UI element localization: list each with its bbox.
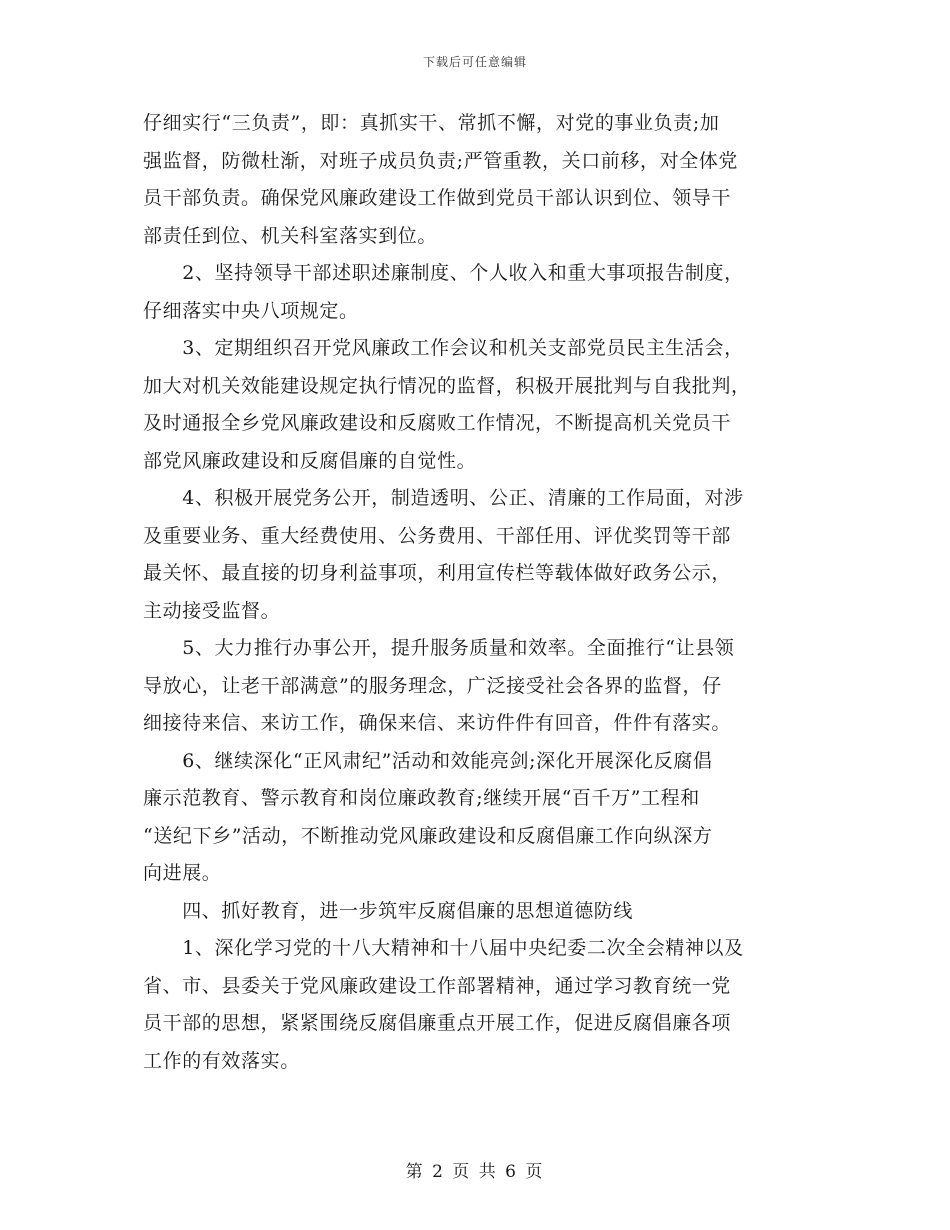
text-line: 员干部负责。确保党风廉政建设工作做到党员干部认识到位、领导干 (143, 187, 732, 209)
text-line: 4、积极开展党务公开，制造透明、公正、清廉的工作局面，对涉 (143, 487, 744, 509)
text-line: 及时通报全乡党风廉政建设和反腐败工作情况，不断提高机关党员干 (143, 412, 732, 434)
text-line: 2、坚持领导干部述职述廉制度、个人收入和重大事项报告制度， (143, 262, 744, 284)
paragraph-item-2 (143, 255, 808, 330)
text-line: 廉示范教育、警示教育和岗位廉政教育;继续开展“百千万”工程和 (143, 787, 700, 809)
text-line: 细接待来信、来访工作，确保来信、来访件件有回音，件件有落实。 (143, 712, 732, 734)
text-line: 省、市、县委关于党风廉政建设工作部署精神，通过学习教育统一党 (143, 974, 732, 997)
page-header-note: 下载后可任意编辑 (422, 55, 527, 69)
paragraph-responsibility (143, 105, 808, 255)
text-line: 仔细实行“三负责”，即：真抓实干、常抓不懈，对党的事业负责;加 (143, 112, 720, 134)
text-line: 员干部的思想，紧紧围绕反腐倡廉重点开展工作，促进反腐倡廉各项 (143, 1012, 732, 1034)
page-number: 第 2 页 共 6 页 (405, 1162, 545, 1182)
text-line: 及重要业务、重大经费使用、公务费用、干部任用、评优奖罚等干部 (143, 524, 732, 547)
text-line: 部党风廉政建设和反腐倡廉的自觉性。 (143, 449, 477, 472)
paragraph-item-5 (143, 630, 808, 743)
text-line: 主动接受监督。 (143, 599, 281, 622)
text-line: 四、抓好教育，进一步筑牢反腐倡廉的思想道德防线 (143, 899, 634, 922)
text-line: “送纪下乡”活动，不断推动党风廉政建设和反腐倡廉工作向纵深方 (143, 824, 713, 847)
paragraph-item-3 (143, 330, 808, 480)
text-line: 5、大力推行办事公开，提升服务质量和效率。全面推行“让县领 (143, 637, 735, 659)
section-heading-four (143, 893, 808, 931)
text-line: 加大对机关效能建设规定执行情况的监督，积极开展批判与自我批判， (143, 374, 751, 397)
text-line: 1、深化学习党的十八大精神和十八届中央纪委二次全会精神以及 (143, 937, 744, 959)
document-body (143, 105, 808, 1080)
text-line: 3、定期组织召开党风廉政工作会议和机关支部党员民主生活会， (143, 337, 744, 359)
paragraph-item-6 (143, 743, 808, 893)
text-line: 工作的有效落实。 (143, 1049, 300, 1072)
paragraph-section4-item-1 (143, 930, 808, 1080)
text-line: 强监督，防微杜渐，对班子成员负责;严管重教，关口前移，对全体党 (143, 149, 739, 172)
text-line: 导放心，让老干部满意”的服务理念，广泛接受社会各界的监督，仔 (143, 674, 722, 697)
text-line: 仔细落实中央八项规定。 (143, 299, 359, 322)
text-line: 部责任到位、机关科室落实到位。 (143, 224, 438, 247)
text-line: 向进展。 (143, 862, 222, 884)
text-line: 最关怀、最直接的切身利益事项，利用宣传栏等载体做好政务公示， (143, 562, 732, 584)
paragraph-item-4 (143, 480, 808, 630)
text-line: 6、继续深化“正风肃纪”活动和效能亮剑;深化开展深化反腐倡 (143, 749, 713, 772)
